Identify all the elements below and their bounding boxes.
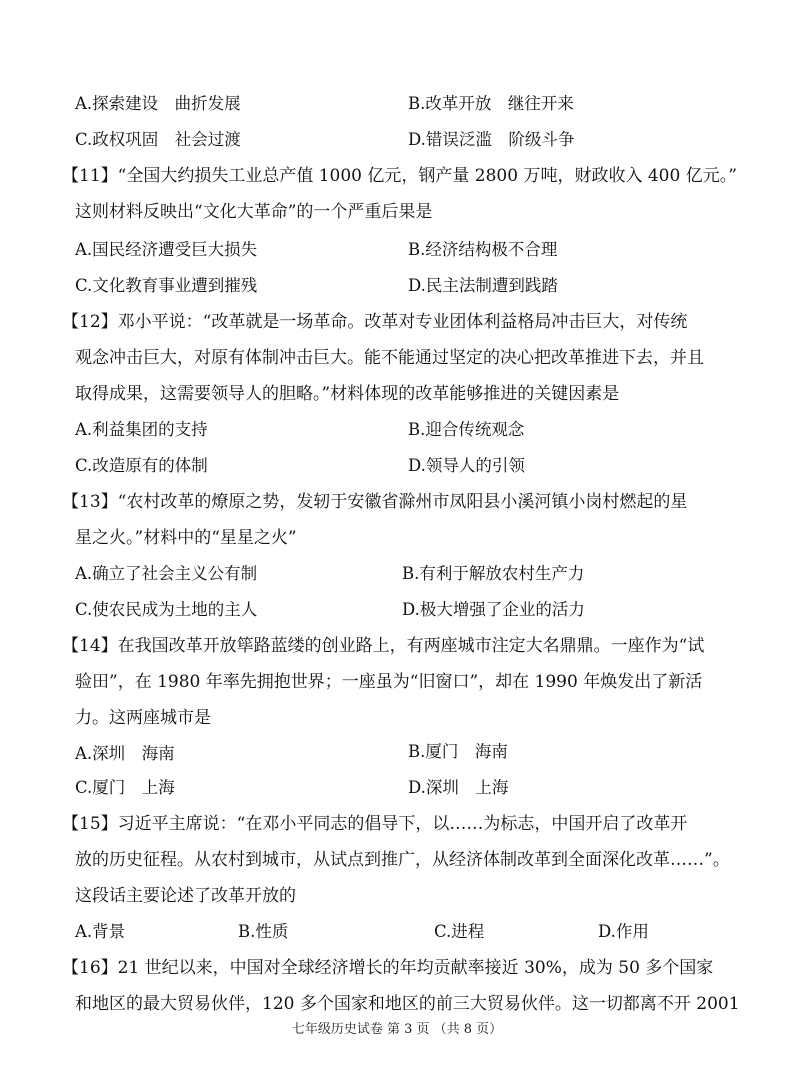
- q11-stem-line-2: 这则材料反映出“文化大革命”的一个严重后果是: [75, 202, 433, 222]
- q13-option-b: B.有利于解放农村生产力: [402, 564, 585, 583]
- q13-option-c: C.使农民成为土地的主人: [75, 600, 258, 619]
- q11-option-d: D.民主法制遭到践踏: [408, 276, 558, 295]
- q14-stem-line-1: 【14】在我国改革开放筚路蓝缕的创业路上，有两座城市注定大名鼎鼎。一座作为“试: [62, 636, 705, 656]
- q15-option-a: A.背景: [75, 922, 126, 941]
- q11-option-a: A.国民经济遭受巨大损失: [75, 240, 258, 259]
- q14-option-c: C.厦门 上海: [75, 778, 175, 797]
- q12-stem-line-1: 【12】邓小平说：“改革就是一场革命。改革对专业团体利益格局冲击巨大，对传统: [62, 312, 688, 332]
- q15-option-d: D.作用: [598, 922, 649, 941]
- q15-option-c: C.进程: [434, 922, 485, 941]
- q13-option-d: D.极大增强了企业的活力: [402, 600, 585, 619]
- q11-stem-line-1: 【11】“全国大约损失工业总产值 1000 亿元，钢产量 2800 万吨，财政收入 400 亿元。”: [62, 166, 737, 186]
- q14-stem-line-2: 验田”，在 1980 年率先拥抱世界；一座虽为“旧窗口”，却在 1990 年焕发出了新活: [75, 672, 703, 692]
- q12-option-c: C.改造原有的体制: [75, 456, 208, 475]
- q13-stem-line-2: 星之火。”材料中的“星星之火”: [75, 528, 297, 548]
- q12-option-a: A.利益集团的支持: [75, 420, 208, 439]
- q13-option-a: A.确立了社会主义公有制: [75, 564, 258, 583]
- q12-option-d: D.领导人的引领: [408, 456, 525, 475]
- q10-option-c: C.政权巩固 社会过渡: [75, 130, 241, 149]
- q10-option-a: A.探索建设 曲折发展: [75, 94, 241, 113]
- q16-stem-line-2: 和地区的最大贸易伙伴，120 多个国家和地区的前三大贸易伙伴。这一切都离不开 2001: [75, 994, 740, 1014]
- q15-stem-line-3: 这段话主要论述了改革开放的: [75, 886, 296, 906]
- q15-option-b: B.性质: [238, 922, 289, 941]
- q10-option-d: D.错误泛滥 阶级斗争: [408, 130, 575, 149]
- q12-stem-line-2: 观念冲击巨大，对原有体制冲击巨大。能不能通过坚定的决心把改革推进下去，并且: [75, 348, 704, 368]
- q14-stem-line-3: 力。这两座城市是: [75, 708, 211, 728]
- q13-stem-line-1: 【13】“农村改革的燎原之势，发轫于安徽省滁州市凤阳县小溪河镇小岗村燃起的星: [62, 492, 688, 512]
- q10-option-b: B.改革开放 继往开来: [408, 94, 574, 113]
- q11-option-b: B.经济结构极不合理: [408, 240, 558, 259]
- page-footer: 七年级历史试卷 第 3 页 （共 8 页）: [291, 1022, 503, 1037]
- q16-stem-line-1: 【16】21 世纪以来，中国对全球经济增长的年均贡献率接近 30%，成为 50 多个国家: [62, 958, 714, 978]
- q15-stem-line-1: 【15】习近平主席说：“在邓小平同志的倡导下，以……为标志，中国开启了改革开: [62, 814, 688, 834]
- q14-option-d: D.深圳 上海: [408, 778, 509, 797]
- q12-option-b: B.迎合传统观念: [408, 420, 525, 439]
- q15-stem-line-2: 放的历史征程。从农村到城市，从试点到推广，从经济体制改革到全面深化改革……”。: [75, 850, 730, 870]
- q14-option-b: B.厦门 海南: [408, 742, 508, 761]
- q12-stem-line-3: 取得成果，这需要领导人的胆略。”材料体现的改革能够推进的关键因素是: [75, 384, 620, 404]
- q11-option-c: C.文化教育事业遭到摧残: [75, 276, 258, 295]
- q14-option-a: A.深圳 海南: [75, 744, 175, 763]
